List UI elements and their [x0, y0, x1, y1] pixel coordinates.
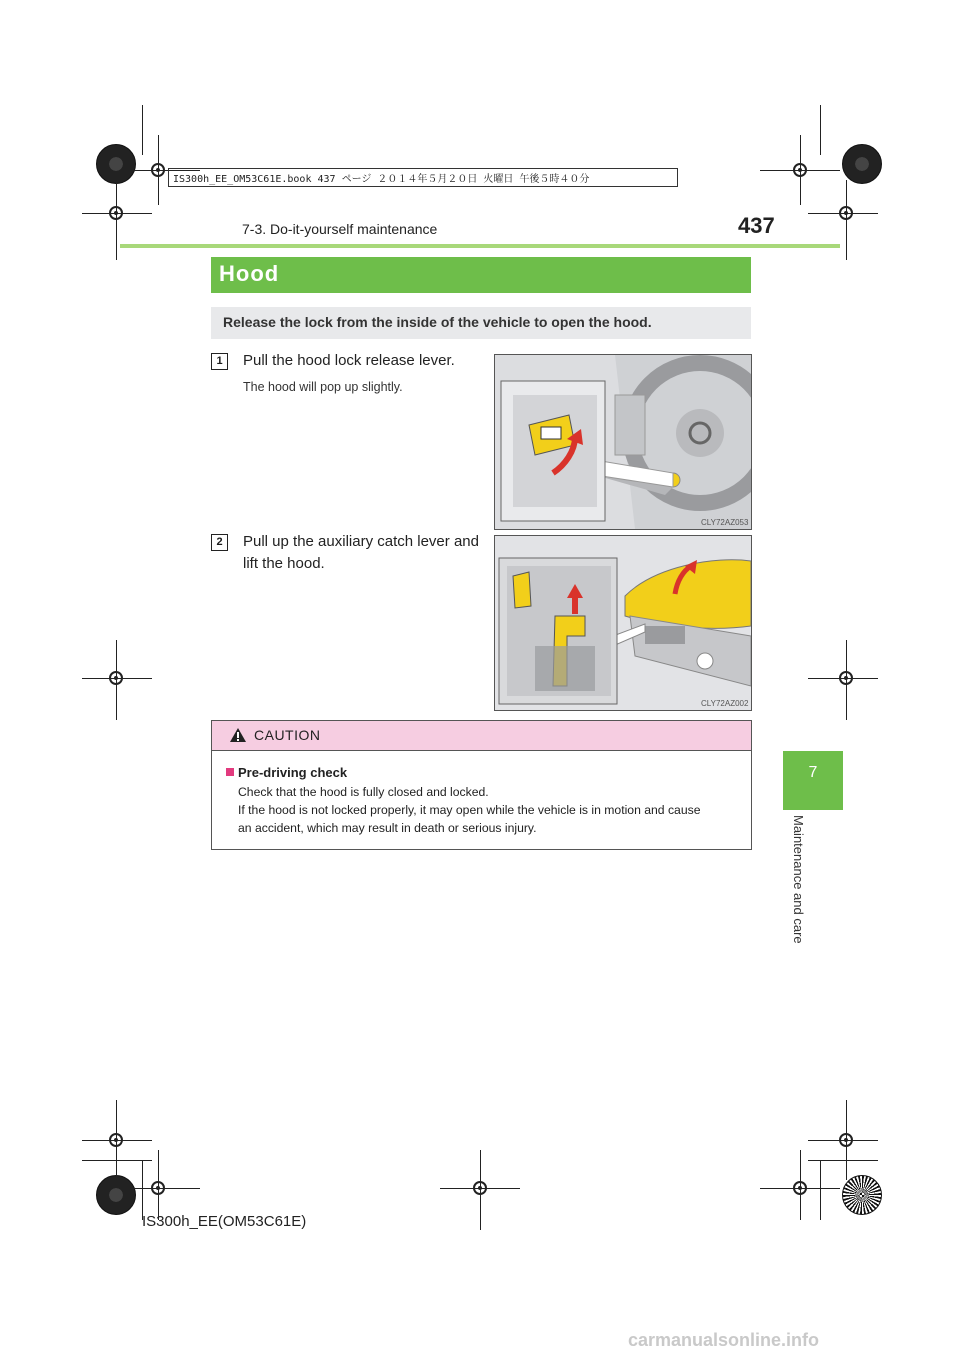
title-bar — [211, 257, 751, 293]
chapter-tab — [783, 751, 843, 810]
header-rule — [120, 244, 840, 248]
caution-line-2: If the hood is not locked properly, it may open while the vehicle is in motion and cause — [238, 803, 701, 817]
crosshair-icon — [108, 670, 124, 686]
step-1-text: Pull the hood lock release lever. — [243, 352, 455, 369]
crosshair-icon — [838, 205, 854, 221]
crosshair-icon — [150, 1180, 166, 1196]
illustration-code-1: CLY72AZ053 — [701, 518, 749, 527]
chapter-label: Maintenance and care — [791, 815, 806, 944]
caution-box — [211, 720, 752, 850]
step-2-text-line-2: lift the hood. — [243, 555, 325, 572]
crosshair-icon — [792, 162, 808, 178]
caution-line-1: Check that the hood is fully closed and locked. — [238, 785, 489, 799]
crosshair-icon — [108, 1132, 124, 1148]
step-number-2: 2 — [211, 534, 228, 551]
intro-text: Release the lock from the inside of the vehicle to open the hood. — [223, 314, 652, 330]
crosshair-icon — [472, 1180, 488, 1196]
warning-icon — [229, 727, 247, 743]
crosshair-icon — [108, 205, 124, 221]
hood-release-lever-illustration — [494, 354, 752, 530]
step-1-note: The hood will pop up slightly. — [243, 380, 403, 394]
chapter-number: 7 — [808, 764, 818, 781]
caution-header — [212, 721, 751, 751]
color-target-icon — [96, 1175, 136, 1215]
caution-item-title-text: Pre-driving check — [238, 765, 348, 780]
watermark: carmanualsonline.info — [628, 1330, 820, 1350]
illustration-code-2: CLY72AZ002 — [701, 699, 749, 708]
caution-label: CAUTION — [254, 727, 321, 743]
step-number-1: 1 — [211, 353, 228, 370]
caution-line-3: an accident, which may result in death or serious injury. — [238, 821, 537, 835]
color-target-icon — [842, 1175, 882, 1215]
auxiliary-catch-lever-illustration — [494, 535, 752, 711]
crosshair-icon — [838, 670, 854, 686]
caution-item-title — [226, 765, 347, 780]
bullet-square-icon — [226, 768, 234, 776]
intro-bar — [211, 307, 751, 339]
color-target-icon — [96, 144, 136, 184]
color-target-icon — [842, 144, 882, 184]
page-title: Hood — [219, 261, 280, 286]
step-2-text-line-1: Pull up the auxiliary catch lever and — [243, 533, 479, 550]
crosshair-icon — [838, 1132, 854, 1148]
section-heading: 7-3. Do-it-yourself maintenance — [242, 221, 438, 237]
crosshair-icon — [792, 1180, 808, 1196]
print-header: IS300h_EE_OM53C61E.book 437 ページ ２０１４年５月２０日 火曜日 午後５時４０分 — [168, 168, 678, 187]
crosshair-icon — [150, 162, 166, 178]
document-code: IS300h_EE(OM53C61E) — [142, 1213, 307, 1230]
page-number: 437 — [738, 213, 775, 238]
